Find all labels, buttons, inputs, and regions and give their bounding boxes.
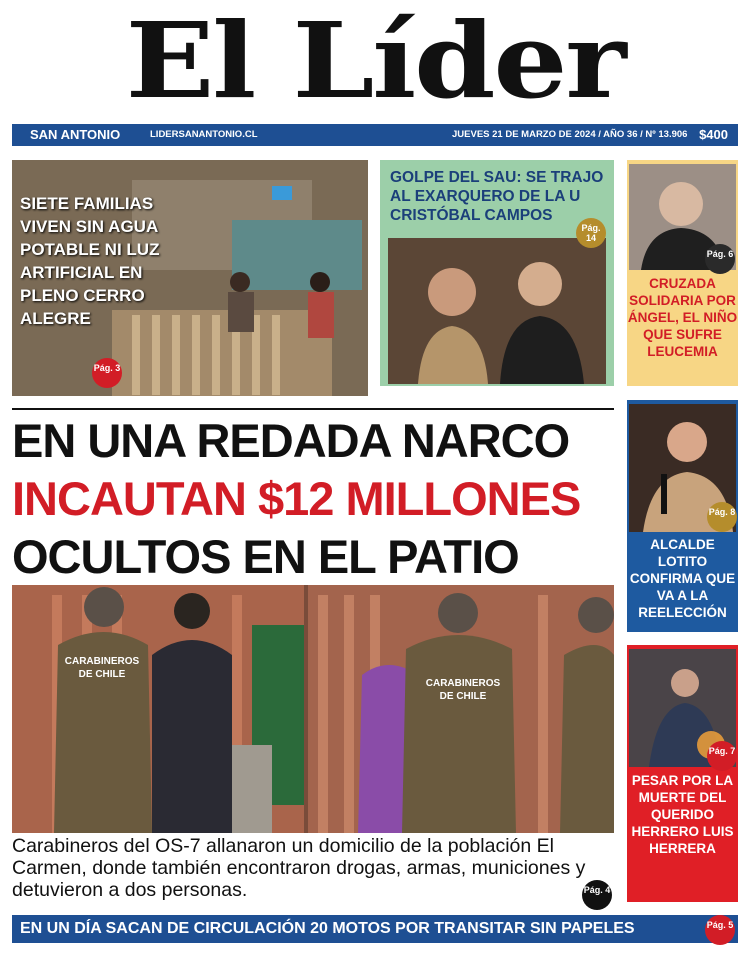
side1-page-badge: Pág. 6 [705,244,735,274]
arrest-photo-right [308,585,614,833]
side3-headline: PESAR POR LA MUERTE DEL QUERIDO HERRERO LUIS HERRERA [631,773,734,856]
story2-photo [388,238,606,384]
issue-price: $400 [699,127,728,142]
main-caption: Carabineros del OS-7 allanaron un domicilio de la población El Carmen, donde también encontraron drogas, armas, municiones y detuvieron a dos personas. [12,835,586,901]
headline-line-1: EN UNA REDADA NARCO [12,414,570,467]
main-headline[interactable] [12,412,614,586]
two-men-photo [388,238,606,384]
side3-page-badge: Pág. 7 [707,741,737,771]
story1-headline: SIETE FAMILIAS VIVEN SIN AGUA POTABLE NI LUZ ARTIFICIAL EN PLENO CERRO ALEGRE [20,194,160,328]
side1-headline: CRUZADA SOLIDARIA POR ÁNGEL, EL NIÑO QUE SUFRE LEUCEMIA [627,276,738,359]
website-link[interactable]: LIDERSANANTONIO.CL [150,129,258,140]
bottom-headline-bar[interactable] [12,915,738,943]
issue-date: JUEVES 21 DE MARZO DE 2024 / AÑO 36 / Nº 13.906 [452,129,688,140]
story1-page-badge: Pág. 3 [92,358,122,388]
story2-headline: GOLPE DEL SAU: SE TRAJO AL EXARQUERO DE LA U CRISTÓBAL CAMPOS [390,169,604,224]
vest-label-left: CARABINEROS DE CHILE [64,656,140,680]
story-blacksmith-death[interactable] [627,645,738,902]
newspaper-logo[interactable]: El Líder [125,0,625,122]
story-lotito-reelection[interactable] [627,400,738,632]
main-page-badge: Pág. 4 [582,880,612,910]
headline-line-2: INCAUTAN $12 MILLONES [12,472,581,525]
police-arrest-left [12,585,304,833]
side2-headline: ALCALDE LOTITO CONFIRMA QUE VA A LA REELECCIÓN [629,537,736,620]
side2-page-badge: Pág. 8 [707,502,737,532]
main-photo [12,585,614,833]
edition-city: SAN ANTONIO [30,127,121,142]
headline-rule [12,408,614,410]
police-arrest-right [308,585,614,833]
bottom-headline: EN UN DÍA SACAN DE CIRCULACIÓN 20 MOTOS POR TRANSITAR SIN PAPELES [20,920,635,937]
story2-page-badge: Pág. 14 [576,218,606,248]
headline-line-3: OCULTOS EN EL PATIO [12,530,519,583]
info-bar [12,124,738,146]
bottom-page-badge: Pág. 5 [705,915,735,945]
vest-label-right: CARABINEROS DE CHILE [425,678,501,702]
arrest-photo-left [12,585,304,833]
story-families-water[interactable] [12,160,368,396]
story-angel-leukemia[interactable] [627,160,738,386]
masthead [0,0,750,122]
story-sau-goalkeeper[interactable] [380,160,614,386]
